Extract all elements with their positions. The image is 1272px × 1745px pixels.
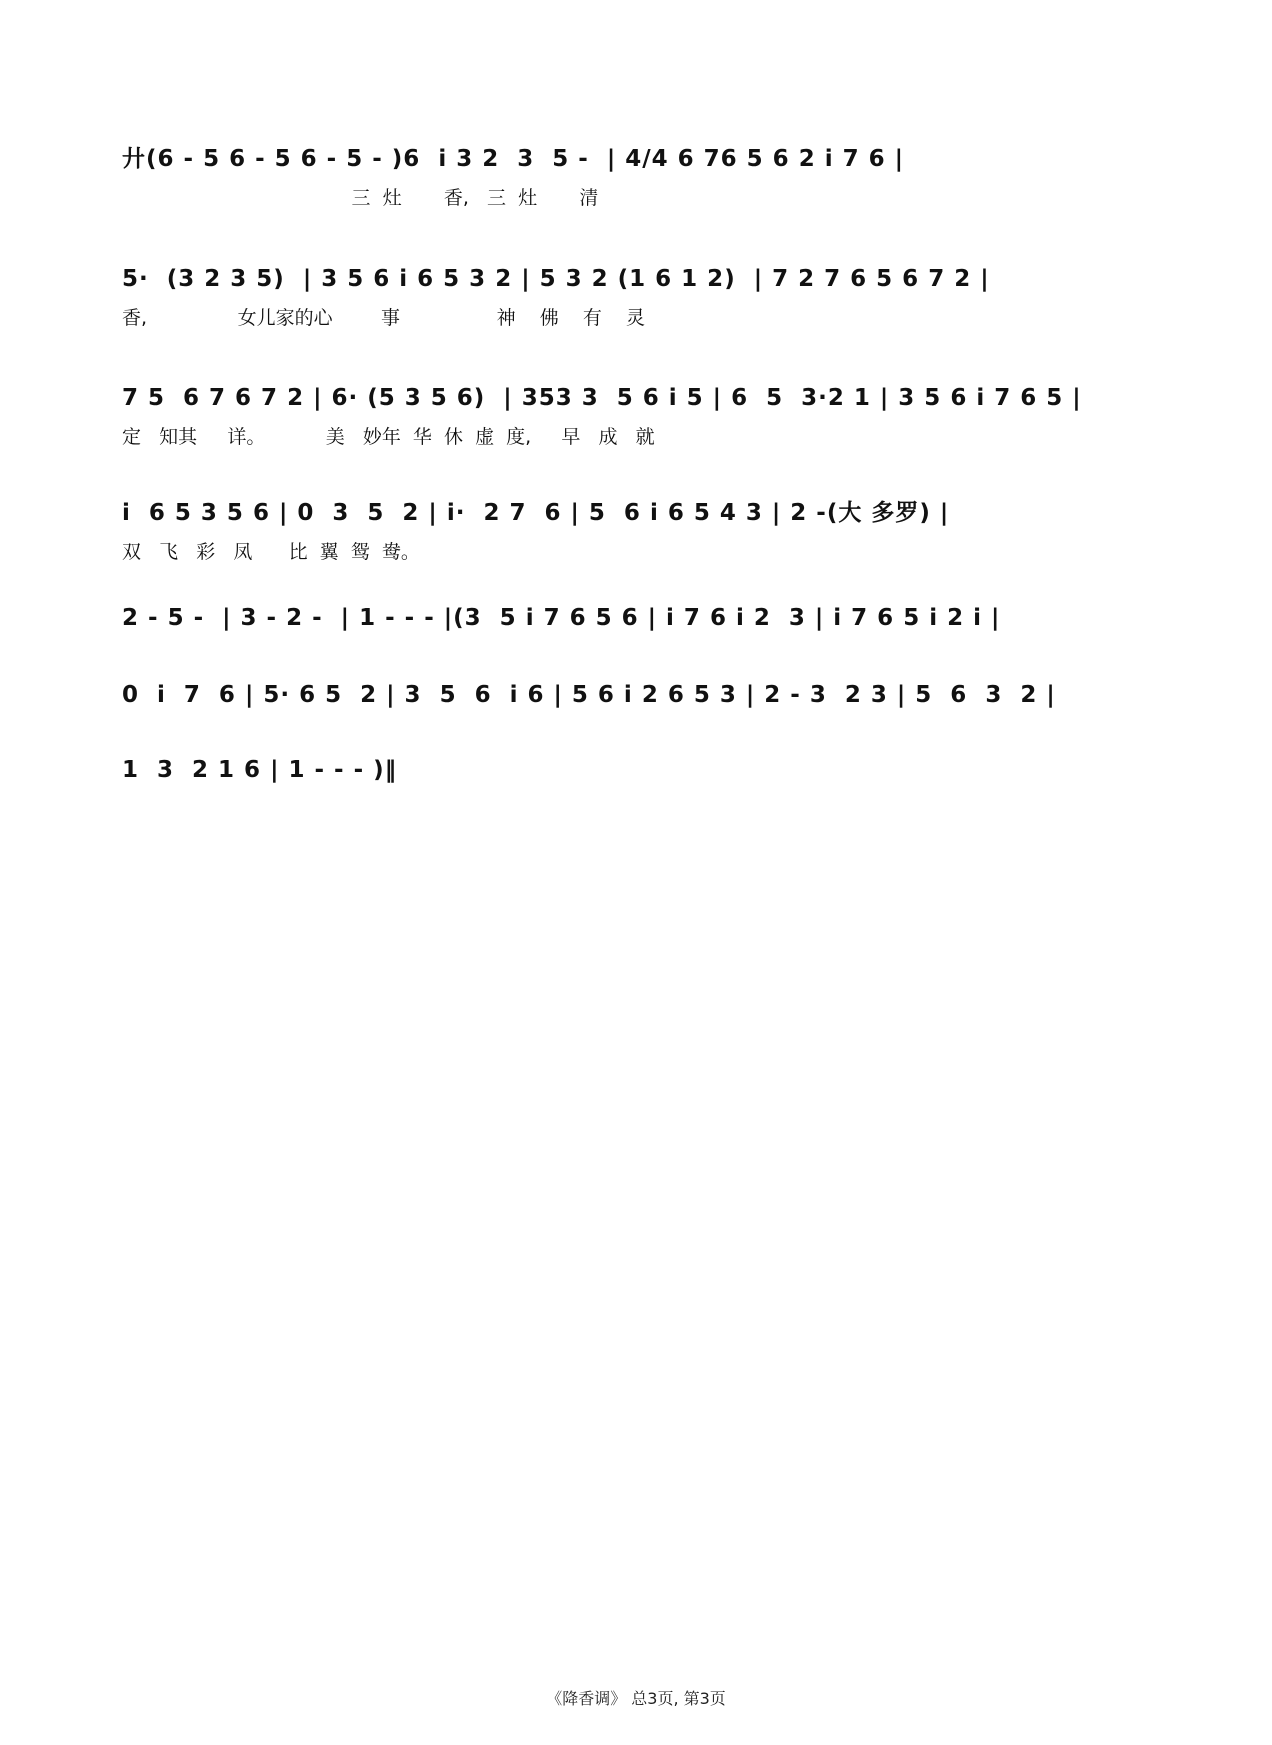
music-line xyxy=(0,142,1272,232)
lyrics-line: 三 灶 香, 三 灶 清 xyxy=(122,187,599,209)
notation-line: 7 5 6 7 6 7 2 | 6· (5 3 5 6) | 353 3 5 6 i 5 | 6 5 3·2 1 | 3 5 6 i 7 6 5 | xyxy=(122,385,1082,411)
music-line xyxy=(0,753,1272,843)
lyrics-line: 香, 女儿家的心 事 神 佛 有 灵 xyxy=(122,307,646,329)
page-footer: 《降香调》 总3页, 第3页 xyxy=(546,1689,726,1708)
notation-line: i 6 5 3 5 6 | 0 3 5 2 | i· 2 7 6 | 5 6 i 6 5 4 3 | 2 -(大 多罗) | xyxy=(122,500,950,526)
notation-line: 1 3 2 1 6 | 1 - - - )‖ xyxy=(122,757,398,783)
notation-line: 廾(6 - 5 6 - 5 6 - 5 - )6 i 3 2 3 5 - | 4/4 6 76 5 6 2 i 7 6 | xyxy=(122,146,905,172)
lyrics-line: 定 知其 详。 美 妙年 华 休 虚 度, 早 成 就 xyxy=(122,426,655,448)
music-line xyxy=(0,262,1272,352)
notation-line: 2 - 5 - | 3 - 2 - | 1 - - - |(3 5 i 7 6 5 6 | i 7 6 i 2 3 | i 7 6 5 i 2 i | xyxy=(122,605,1001,631)
music-line xyxy=(0,381,1272,471)
lyrics-line: 双 飞 彩 凤 比 翼 鸳 鸯。 xyxy=(122,541,420,563)
notation-line: 0 i 7 6 | 5· 6 5 2 | 3 5 6 i 6 | 5 6 i 2 6 5 3 | 2 - 3 2 3 | 5 6 3 2 | xyxy=(122,682,1056,708)
music-line xyxy=(0,496,1272,586)
notation-line: 5· (3 2 3 5) | 3 5 6 i 6 5 3 2 | 5 3 2 (1 6 1 2) | 7 2 7 6 5 6 7 2 | xyxy=(122,266,990,292)
